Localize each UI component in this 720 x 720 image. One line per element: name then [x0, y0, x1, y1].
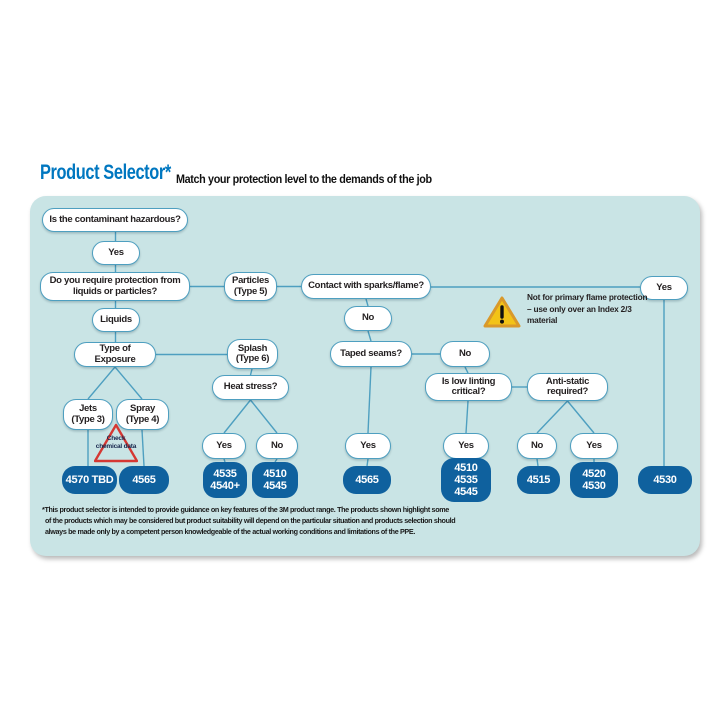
connector-line [466, 401, 468, 433]
footnote-line: *This product selector is intended to provide guidance on key features of the 3M product range. The products shown highlight some [42, 505, 449, 514]
node-no-sparks: No [344, 306, 392, 331]
connector-line [568, 401, 595, 433]
node-require-protection: Do you require protection from liquids or particles? [40, 272, 190, 301]
product-4510-4545: 4510 4545 [252, 462, 298, 498]
node-splash-type6: Splash (Type 6) [227, 339, 278, 369]
node-contact-sparks-flame: Contact with sparks/flame? [301, 274, 431, 299]
flame-warning-text: Not for primary flame protection – use only over an Index 2/3 material [527, 292, 648, 325]
node-jets-type3: Jets (Type 3) [63, 399, 113, 430]
product-4565-spray: 4565 [119, 466, 169, 494]
product-4535-4540: 4535 4540+ [203, 462, 247, 498]
node-yes-heat: Yes [202, 433, 246, 459]
node-yes-linting: Yes [443, 433, 489, 459]
product-4570-tbd: 4570 TBD [62, 466, 117, 494]
node-no-antistatic: No [517, 433, 557, 459]
node-anti-static-required: Anti-static required? [527, 373, 608, 401]
flame-warning-triangle-icon [482, 295, 522, 330]
node-taped-seams: Taped seams? [330, 341, 412, 367]
footnote-line: of the products which may be considered but product suitability will depend on the particular situation and products selection should [45, 516, 456, 525]
product-4565-taped: 4565 [343, 466, 391, 494]
footnote [42, 504, 455, 537]
page-subtitle: Match your protection level to the demands of the job [176, 172, 432, 186]
node-no-taped: No [440, 341, 490, 367]
node-yes-sparks: Yes [640, 276, 688, 300]
node-low-linting-critical: Is low linting critical? [425, 373, 512, 401]
node-yes-antistatic: Yes [570, 433, 618, 459]
node-yes-taped: Yes [345, 433, 391, 459]
connector-line [368, 331, 371, 341]
node-particles-type5: Particles (Type 5) [224, 272, 277, 301]
node-no-heat: No [256, 433, 298, 459]
connector-line [537, 459, 538, 466]
product-4530: 4530 [638, 466, 692, 494]
connector-line [366, 299, 368, 306]
footnote-line: always be made only by a competent person knowledgeable of the actual working conditions and limitations of the PPE. [45, 527, 415, 536]
node-liquids: Liquids [92, 308, 140, 332]
node-spray-type4: Spray (Type 4) [116, 399, 169, 430]
connector-line [251, 400, 278, 433]
product-selector-panel [30, 196, 700, 556]
connector-line [88, 367, 115, 399]
node-type-of-exposure: Type of Exposure [74, 342, 156, 367]
node-yes-hazardous: Yes [92, 241, 140, 265]
connector-line [367, 459, 368, 466]
connector-line [224, 400, 251, 433]
product-4520-4530: 4520 4530 [570, 462, 618, 498]
connector-line [537, 401, 568, 433]
page-title: Product Selector* [40, 161, 171, 184]
connector-line [142, 430, 144, 466]
chemical-warning-text: Check chemical data [95, 435, 137, 450]
product-4510-4535-4545: 4510 4535 4545 [441, 458, 491, 502]
product-4515: 4515 [517, 466, 560, 494]
node-heat-stress: Heat stress? [212, 375, 289, 400]
node-contaminant-hazardous: Is the contaminant hazardous? [42, 208, 188, 232]
connector-line [115, 367, 142, 399]
connector-line [368, 367, 371, 433]
